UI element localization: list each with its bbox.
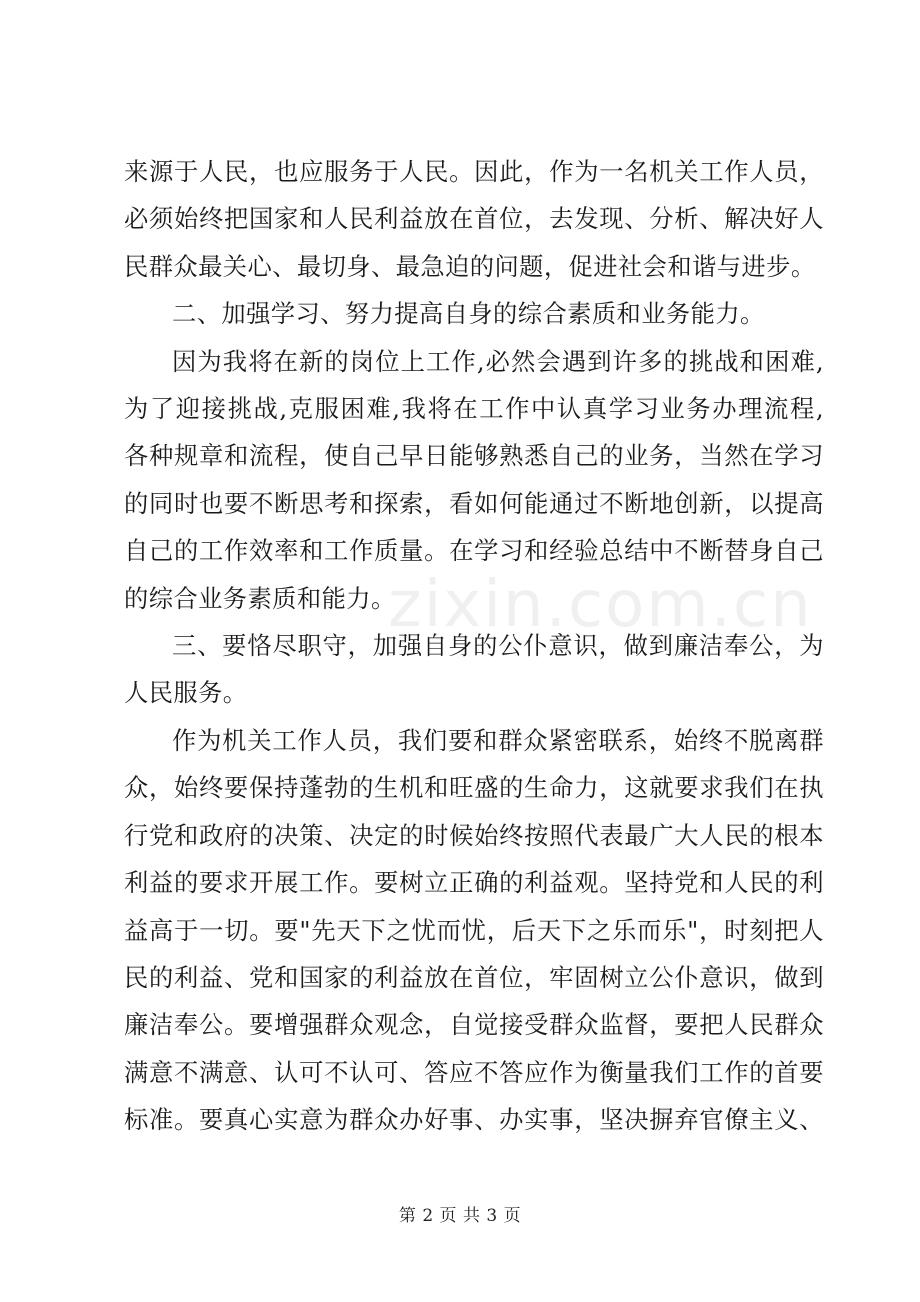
document-body: [124, 148, 824, 1144]
paragraph-line: 各种规章和流程，使自己早日能够熟悉自己的业务，当然在学习: [124, 441, 824, 471]
watermark: zixin.com.cn: [388, 568, 813, 642]
paragraph-line: 作为机关工作人员，我们要和群众紧密联系，始终不脱离群: [172, 725, 824, 755]
paragraph-line: 行党和政府的决策、决定的时候始终按照代表最广大人民的根本: [124, 820, 824, 850]
paragraph-line: 为了迎接挑战,克服困难,我将在工作中认真学习业务办理流程,: [124, 394, 824, 424]
paragraph-line: 因为我将在新的岗位上工作,必然会遇到许多的挑战和困难,: [172, 346, 824, 376]
paragraph-line: 自己的工作效率和工作质量。在学习和经验总结中不断替身自己: [124, 536, 824, 566]
paragraph-line: 利益的要求开展工作。要树立正确的利益观。坚持党和人民的利: [124, 868, 824, 898]
paragraph-line: 益高于一切。要"先天下之忧而忧，后天下之乐而乐"，时刻把人: [124, 915, 824, 945]
page-footer: 第 2 页 共 3 页: [398, 1206, 522, 1226]
paragraph-line: 廉洁奉公。要增强群众观念，自觉接受群众监督，要把人民群众: [124, 1010, 824, 1040]
paragraph-line: 民群众最关心、最切身、最急迫的问题，促进社会和谐与进步。: [124, 251, 816, 281]
paragraph-line: 满意不满意、认可不认可、答应不答应作为衡量我们工作的首要: [124, 1057, 824, 1087]
paragraph-line: 三、要恪尽职守，加强自身的公仆意识，做到廉洁奉公，为: [172, 631, 824, 661]
paragraph-line: 标准。要真心实意为群众办好事、办实事，坚决摒弃官僚主义、: [124, 1105, 824, 1135]
paragraph-line: 的同时也要不断思考和探索，看如何能通过不断地创新，以提高: [124, 488, 824, 518]
paragraph-line: 二、加强学习、努力提高自身的综合素质和业务能力。: [172, 299, 765, 329]
paragraph-line: 民的利益、党和国家的利益放在首位，牢固树立公仆意识，做到: [124, 962, 824, 992]
paragraph-line: 的综合业务素质和能力。: [124, 583, 396, 613]
paragraph-line: 人民服务。: [124, 678, 248, 708]
paragraph-line: 必须始终把国家和人民利益放在首位，去发现、分析、解决好人: [124, 204, 824, 234]
paragraph-line: 来源于人民，也应服务于人民。因此，作为一名机关工作人员，: [124, 157, 824, 186]
paragraph-line: 众，始终要保持蓬勃的生机和旺盛的生命力，这就要求我们在执: [124, 773, 824, 803]
